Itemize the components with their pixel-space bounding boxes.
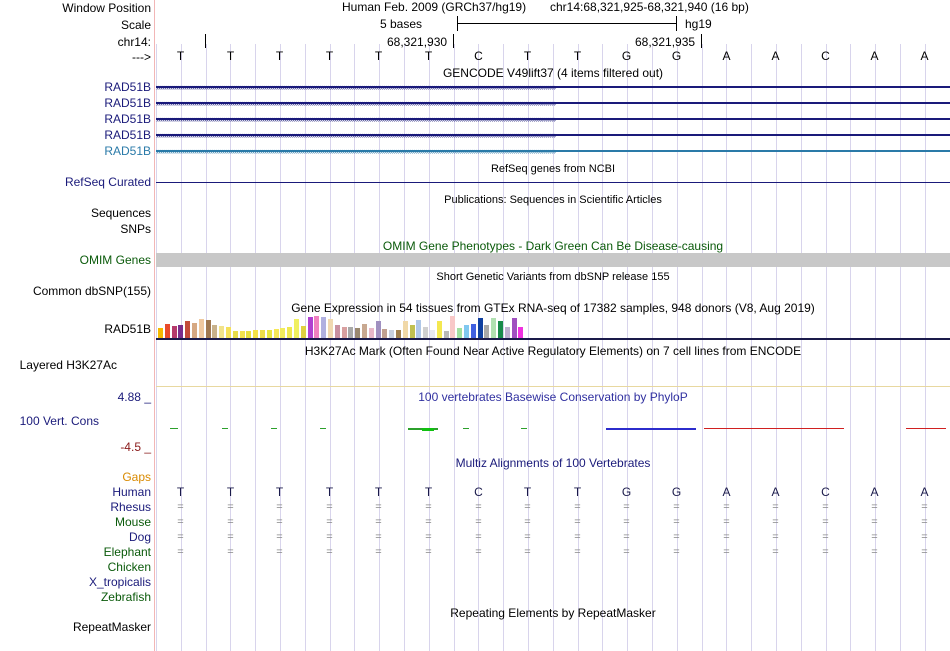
multiz-match-symbol: = (723, 546, 730, 558)
gaps-track (156, 470, 950, 484)
multiz-match-symbol: = (326, 546, 333, 558)
gencode-item-label[interactable]: RAD51B (104, 112, 151, 126)
gtex-tissue-bar[interactable] (267, 330, 272, 338)
phylop-score-mark (521, 428, 527, 429)
gtex-tissue-bar[interactable] (328, 319, 333, 338)
species-label[interactable]: Rhesus (110, 500, 151, 514)
multiz-match-symbol: = (177, 501, 184, 513)
multiz-match-symbol: = (375, 501, 382, 513)
gencode-item-label[interactable]: RAD51B (104, 144, 151, 158)
scale-bar (457, 23, 677, 24)
multiz-match-symbol: = (326, 516, 333, 528)
gtex-tissue-bar[interactable] (457, 328, 462, 338)
multiz-human-base: G (671, 485, 682, 499)
base-letter: A (870, 49, 879, 63)
gtex-tissue-bar[interactable] (430, 330, 435, 338)
multiz-match-symbol: = (673, 516, 680, 528)
gencode-transcript[interactable] (156, 113, 950, 125)
gtex-tissue-bar[interactable] (389, 330, 394, 338)
gtex-tissue-bar[interactable] (274, 329, 279, 338)
multiz-human-base: A (722, 485, 731, 499)
common-dbsnp-label[interactable]: Common dbSNP(155) (32, 284, 151, 298)
position-title: chr14:68,321,925-68,321,940 (16 bp) (550, 0, 749, 14)
gtex-tissue-bar[interactable] (178, 325, 183, 338)
track-labels-panel (0, 0, 153, 651)
strand-label: ---> (132, 50, 151, 64)
ruler-coord-left: 68,321,930 (387, 35, 448, 49)
layered-h3k27ac-label[interactable]: Layered H3K27Ac (19, 358, 117, 372)
multiz-match-symbol: = (177, 516, 184, 528)
multiz-match-symbol: = (227, 516, 234, 528)
multiz-human-base: C (821, 485, 830, 499)
base-letter: C (474, 49, 483, 63)
scale-bar-left-tick (457, 16, 458, 31)
multiz-match-symbol: = (574, 546, 581, 558)
gtex-tissue-bar[interactable] (165, 324, 170, 338)
gencode-item-label[interactable]: RAD51B (104, 128, 151, 142)
gtex-tissue-bar[interactable] (206, 320, 211, 338)
gtex-tissue-bar[interactable] (314, 316, 319, 338)
multiz-match-symbol: = (177, 531, 184, 543)
gtex-tissue-bar[interactable] (192, 323, 197, 338)
multiz-human-base: T (275, 485, 284, 499)
scale-label: Scale (120, 18, 151, 32)
gtex-tissue-bar[interactable] (382, 329, 387, 338)
multiz-match-symbol: = (375, 531, 382, 543)
multiz-match-symbol: = (871, 546, 878, 558)
multiz-match-symbol: = (276, 531, 283, 543)
strand-chevrons: ›››››››››››››››››››››››››››››››››››››››››››››››››››››››››››››››››››››››››››››››››››››››››››››››››››››››››››››››››››››››››››››››››››››››››››››››››››››››››››››››››››››››››››››››››››››››››››››››››››››››› (156, 130, 556, 140)
species-label[interactable]: Human (112, 485, 151, 499)
gtex-tissue-bar[interactable] (321, 317, 326, 338)
phylop-signal[interactable] (156, 420, 950, 436)
multiz-match-symbol: = (524, 516, 531, 528)
base-letter: C (821, 49, 830, 63)
multiz-match-symbol: = (772, 531, 779, 543)
multiz-match-symbol: = (921, 546, 928, 558)
multiz-human-base: G (621, 485, 632, 499)
multiz-match-symbol: = (772, 516, 779, 528)
gtex-tissue-bar[interactable] (478, 318, 483, 338)
base-letter: G (621, 49, 632, 63)
gtex-tissue-bar[interactable] (219, 326, 224, 338)
scale-bar-right-tick (676, 16, 677, 31)
gtex-tissue-bar[interactable] (464, 325, 469, 338)
multiz-human-base: T (374, 485, 383, 499)
ruler-coord-right: 68,321,935 (635, 35, 696, 49)
gtex-tissue-bar[interactable] (403, 321, 408, 338)
base-letter: T (226, 49, 235, 63)
multiz-match-symbol: = (227, 531, 234, 543)
gtex-tissue-bar[interactable] (287, 327, 292, 338)
gencode-transcript[interactable] (156, 129, 950, 141)
gencode-transcript[interactable] (156, 97, 950, 109)
multiz-match-symbol: = (475, 516, 482, 528)
species-label[interactable]: X_tropicalis (88, 575, 151, 589)
gtex-tissue-bar[interactable] (498, 321, 503, 338)
gtex-tissue-bar[interactable] (505, 327, 510, 338)
gtex-tissue-bar[interactable] (240, 331, 245, 338)
gtex-tissue-bar[interactable] (212, 325, 217, 338)
multiz-match-symbol: = (623, 546, 630, 558)
publications-track-title[interactable]: Publications: Sequences in Scientific Articles (444, 194, 662, 206)
gtex-tissue-bar[interactable] (471, 324, 476, 338)
gencode-transcript[interactable] (156, 81, 950, 93)
multiz-match-symbol: = (772, 546, 779, 558)
multiz-human-base: T (523, 485, 532, 499)
multiz-human-base: T (573, 485, 582, 499)
base-letter: T (325, 49, 334, 63)
phylop-score-mark (906, 428, 946, 429)
species-label[interactable]: Chicken (107, 560, 151, 574)
gtex-tissue-bar[interactable] (253, 330, 258, 338)
multiz-match-symbol: = (921, 516, 928, 528)
gtex-tissue-bar[interactable] (437, 321, 442, 338)
phylop-score-mark (320, 428, 326, 429)
gtex-tissue-bar[interactable] (199, 319, 204, 338)
multiz-match-symbol: = (822, 516, 829, 528)
gtex-tissue-bar[interactable] (518, 327, 523, 338)
multiz-match-symbol: = (822, 501, 829, 513)
snps-label[interactable]: SNPs (120, 222, 151, 236)
track-image[interactable] (156, 0, 950, 651)
base-letter: T (424, 49, 433, 63)
gtex-tissue-bar[interactable] (260, 330, 265, 338)
strand-chevrons: ›››››››››››››››››››››››››››››››››››››››››››››››››››››››››››››››››››››››››››››››››››››››››››››››››››››››››››››››››››››››››››››››››››››››››››››››››››››››››››››››››››››››››››››››››››››››››››››››››››››››› (156, 82, 556, 92)
base-letter: T (176, 49, 185, 63)
gtex-gene-label[interactable]: RAD51B (104, 322, 151, 336)
base-letter: T (374, 49, 383, 63)
window-position-label: Window Position (62, 1, 151, 15)
multiz-match-symbol: = (375, 546, 382, 558)
multiz-human-base: T (424, 485, 433, 499)
multiz-match-symbol: = (623, 531, 630, 543)
gtex-tissue-bar[interactable] (308, 317, 313, 338)
strand-chevrons: ›››››››››››››››››››››››››››››››››››››››››››››››››››››››››››››››››››››››››››››››››››››››››››››››››››››››››››››››››››››››››››››››››››››››››››››››››››››››››››››››››››››››››››››››››››››››››››››››››››››››› (156, 98, 556, 108)
gtex-tissue-bar[interactable] (246, 331, 251, 338)
multiz-match-symbol: = (673, 546, 680, 558)
sequences-label[interactable]: Sequences (90, 206, 151, 220)
gtex-tissue-bar[interactable] (355, 328, 360, 338)
phylop-score-mark (271, 428, 277, 429)
gtex-tissue-bar[interactable] (348, 327, 353, 338)
ruler-tick (205, 34, 206, 48)
multiz-match-symbol: = (227, 501, 234, 513)
dbsnp-track-title[interactable]: Short Genetic Variants from dbSNP release 155 (436, 271, 670, 283)
strand-chevrons: ›››››››››››››››››››››››››››››››››››››››››››››››››››››››››››››››››››››››››››››››››››››››››››››››››››››››››››››››››››››››››››››››››››››››››››››››››››››››››››››››››››››››››››››››››››››››››››››››››››››››› (156, 114, 556, 124)
multiz-match-symbol: = (623, 501, 630, 513)
base-letter: G (671, 49, 682, 63)
multiz-match-symbol: = (524, 531, 531, 543)
multiz-match-symbol: = (276, 501, 283, 513)
phylop-score-mark (463, 428, 469, 429)
multiz-match-symbol: = (871, 501, 878, 513)
base-letter: A (722, 49, 731, 63)
gtex-tissue-bar[interactable] (172, 326, 177, 338)
multiz-human-base: A (870, 485, 879, 499)
gtex-track-title[interactable]: Gene Expression in 54 tissues from GTEx RNA-seq of 17382 samples, 948 donors (V8, Aug 2019) (291, 301, 815, 315)
multiz-match-symbol: = (921, 501, 928, 513)
multiz-human-base: T (325, 485, 334, 499)
strand-chevrons: ›››››››››››››››››››››››››››››››››››››››››››››››››››››››››››››››››››››››››››››››››››››››››››››››››››››››››››››››››››››››››››››››››››››››››››››››››››››››››››››››››››››››››››››››››››››››››››››››››››››››› (156, 146, 556, 156)
scale-assembly-label: hg19 (685, 17, 712, 31)
species-label[interactable]: Mouse (114, 515, 151, 529)
multiz-match-symbol: = (822, 546, 829, 558)
phylop-score-mark (704, 428, 844, 429)
phylop-min-label: -4.5 _ (120, 440, 151, 454)
multiz-human-base: A (771, 485, 780, 499)
ruler-tick (453, 34, 454, 48)
gtex-tissue-bar[interactable] (416, 320, 421, 338)
ruler-tick (701, 34, 702, 48)
species-label[interactable]: Dog (128, 530, 151, 544)
base-letter: T (573, 49, 582, 63)
refseq-track-title[interactable]: RefSeq genes from NCBI (490, 163, 616, 175)
gencode-transcript[interactable] (156, 145, 950, 157)
multiz-match-symbol: = (475, 546, 482, 558)
h3k27ac-baseline (156, 386, 950, 387)
gtex-tissue-bar[interactable] (301, 326, 306, 338)
species-label[interactable]: Elephant (103, 545, 151, 559)
gtex-tissue-bar[interactable] (335, 325, 340, 338)
assembly-title: Human Feb. 2009 (GRCh37/hg19) (342, 0, 527, 14)
multiz-match-symbol: = (673, 531, 680, 543)
multiz-match-symbol: = (425, 531, 432, 543)
multiz-match-symbol: = (326, 531, 333, 543)
multiz-match-symbol: = (574, 531, 581, 543)
phylop-score-mark (222, 428, 228, 429)
gtex-tissue-bar[interactable] (233, 331, 238, 338)
base-letter: T (275, 49, 284, 63)
h3k27ac-track-title[interactable]: H3K27Ac Mark (Often Found Near Active Regulatory Elements) on 7 cell lines from ENCODE (304, 344, 802, 358)
panel-divider (154, 0, 155, 651)
gtex-tissue-bar[interactable] (342, 327, 347, 338)
omim-gene-block[interactable] (156, 253, 950, 267)
refseq-curated-label[interactable]: RefSeq Curated (64, 175, 151, 189)
multiz-human-base: A (920, 485, 929, 499)
multiz-match-symbol: = (574, 516, 581, 528)
multiz-match-symbol: = (772, 501, 779, 513)
gtex-bar-chart[interactable] (156, 316, 556, 338)
multiz-match-symbol: = (425, 546, 432, 558)
scale-bases-label: 5 bases (380, 17, 423, 31)
phylop-track-label[interactable]: 100 Vert. Cons (19, 414, 99, 428)
gtex-tissue-bar[interactable] (185, 321, 190, 338)
gtex-tissue-bar[interactable] (484, 325, 489, 338)
phylop-track-title[interactable]: 100 vertebrates Basewise Conservation by PhyloP (418, 390, 688, 404)
gencode-track-title[interactable]: GENCODE V49lift37 (4 items filtered out) (442, 66, 664, 80)
multiz-match-symbol: = (475, 501, 482, 513)
gtex-tissue-bar[interactable] (376, 321, 381, 338)
multiz-human-base: T (176, 485, 185, 499)
multiz-match-symbol: = (871, 531, 878, 543)
multiz-match-symbol: = (723, 516, 730, 528)
gtex-tissue-bar[interactable] (396, 330, 401, 338)
repeatmasker-label[interactable]: RepeatMasker (72, 620, 151, 634)
multiz-match-symbol: = (673, 501, 680, 513)
gtex-tissue-bar[interactable] (450, 316, 455, 338)
gencode-item-label[interactable]: RAD51B (104, 80, 151, 94)
phylop-max-label: 4.88 _ (117, 390, 151, 404)
gtex-tissue-bar[interactable] (444, 331, 449, 338)
multiz-match-symbol: = (871, 516, 878, 528)
base-letter: T (523, 49, 532, 63)
multiz-match-symbol: = (623, 516, 630, 528)
phylop-score-mark (170, 428, 178, 429)
multiz-match-symbol: = (227, 546, 234, 558)
multiz-match-symbol: = (475, 531, 482, 543)
omim-genes-label[interactable]: OMIM Genes (79, 253, 151, 267)
multiz-match-symbol: = (723, 531, 730, 543)
species-label[interactable]: Zebrafish (100, 590, 151, 604)
gtex-tissue-bar[interactable] (512, 318, 517, 338)
gtex-tissue-bar[interactable] (362, 324, 367, 338)
multiz-match-symbol: = (574, 501, 581, 513)
base-letter: A (771, 49, 780, 63)
multiz-match-symbol: = (524, 501, 531, 513)
gtex-tissue-bar[interactable] (158, 328, 163, 338)
multiz-match-symbol: = (326, 501, 333, 513)
gtex-tissue-bar[interactable] (226, 327, 231, 338)
multiz-match-symbol: = (822, 531, 829, 543)
multiz-match-symbol: = (375, 516, 382, 528)
gencode-item-label[interactable]: RAD51B (104, 96, 151, 110)
multiz-match-symbol: = (425, 501, 432, 513)
phylop-score-mark (422, 428, 434, 431)
gaps-label[interactable]: Gaps (122, 470, 151, 484)
gtex-tissue-bar[interactable] (294, 319, 299, 338)
multiz-match-symbol: = (276, 516, 283, 528)
multiz-match-symbol: = (177, 546, 184, 558)
multiz-track-title[interactable]: Multiz Alignments of 100 Vertebrates (455, 456, 651, 470)
gtex-baseline (156, 338, 950, 340)
multiz-human-base: T (226, 485, 235, 499)
gtex-tissue-bar[interactable] (280, 328, 285, 338)
multiz-match-symbol: = (425, 516, 432, 528)
gtex-tissue-bar[interactable] (369, 328, 374, 338)
base-letter: A (920, 49, 929, 63)
gtex-tissue-bar[interactable] (423, 327, 428, 338)
refseq-gene-line[interactable] (156, 182, 950, 183)
multiz-human-base: C (474, 485, 483, 499)
repeatmasker-track-title[interactable]: Repeating Elements by RepeatMasker (450, 606, 656, 620)
multiz-match-symbol: = (723, 501, 730, 513)
gtex-tissue-bar[interactable] (410, 325, 415, 338)
phylop-score-mark (606, 428, 696, 430)
multiz-match-symbol: = (276, 546, 283, 558)
multiz-match-symbol: = (921, 531, 928, 543)
chrom-label: chr14: (117, 35, 151, 49)
gtex-tissue-bar[interactable] (491, 318, 496, 338)
omim-track-title[interactable]: OMIM Gene Phenotypes - Dark Green Can Be Disease-causing (382, 239, 724, 253)
multiz-match-symbol: = (524, 546, 531, 558)
